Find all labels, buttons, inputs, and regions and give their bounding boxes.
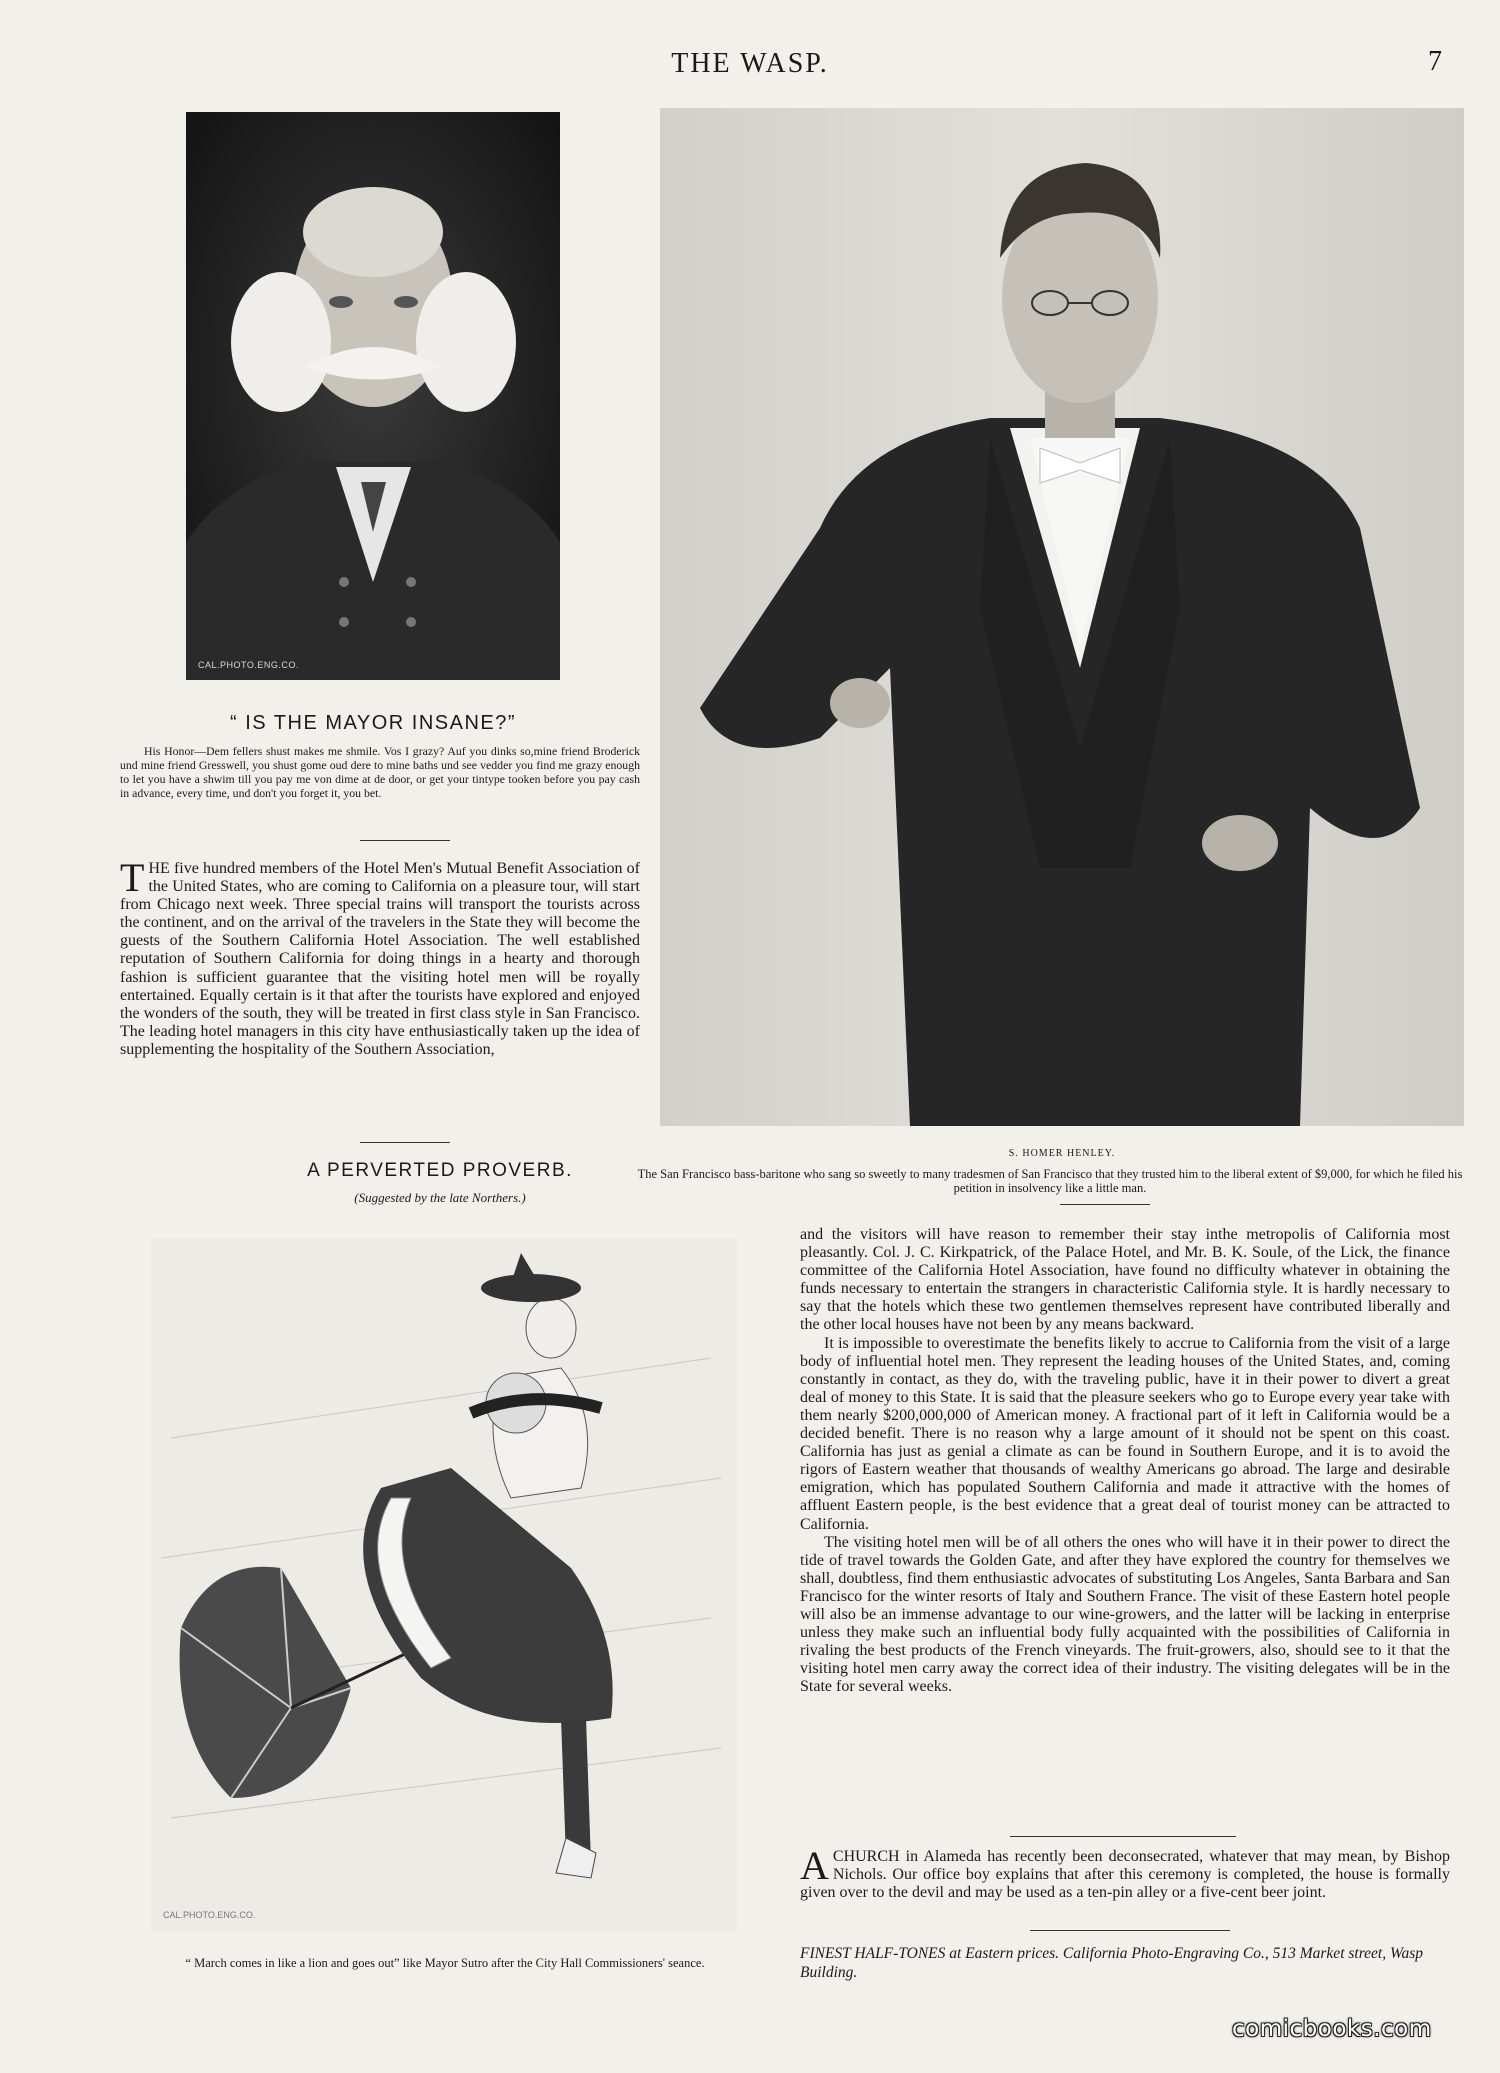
watermark: comicbooks.com (1232, 2016, 1432, 2042)
march-cartoon-illustration (151, 1238, 738, 1931)
hotel-article-text: HE five hundred members of the Hotel Men's Mutual Benefit Association of the United States, who are coming to California on a pleasure tour, will start from Chicago next week. Three special trains will transport the tourists across the continent, and on the arrival of the travelers in the State they will become the guests of the Southern California Hotel Association. The well established reputation of Southern California for doing things in a hearty and thorough fashion is sufficient guarantee that the visiting hotel men will be royally entertained. Equally certain is it that after the tourists have explored and enjoyed the wonders of the south, they will be treated in first class style in San Francisco. The leading hotel managers in this city have enthusiastically taken up the idea of supplementing the hospitality of the Southern Association, (120, 860, 640, 1058)
henley-name-caption: S. HOMER HENLEY. (1008, 1148, 1116, 1159)
church-item (800, 1843, 1450, 1902)
proverb-subtitle: (Suggested by the late Northers.) (354, 1190, 526, 1205)
henley-caption: The San Francisco bass-baritone who sang so sweetly to many tradesmen of San Francisco that they trusted him to the liberal extent of $9,000, for which he filed his petition in insolvency like a little man. (637, 1167, 1463, 1195)
masthead-title: THE WASP. (671, 48, 829, 79)
photo-credit-mayor: CAL.PHOTO.ENG.CO. (198, 660, 299, 670)
cartoon-caption: “ March comes in like a lion and goes out” like Mayor Sutro after the City Hall Commissioners' seance. (185, 1956, 705, 1970)
church-text: CHURCH in Alameda has recently been deconsecrated, whatever that may mean, by Bishop Nichols. Our office boy explains that after this ceremony is completed, the house is formally given over to the devil and may be used as a ten-pin alley or a five-cent beer joint. (800, 1848, 1450, 1902)
paragraph: It is impossible to overestimate the benefits likely to accrue to California from the visit of a large body of influential hotel men. They represent the leading houses of the United States, and, coming constantly in contact, as they do, with the traveling public, have it in their power to divert a great deal of money to this State. It is said that the pleasure seekers who go to Europe every year take with them nearly $200,000,000 of American money. A fractional part of it left in California would be a decided benefit. There is no reason why a large amount of it should not be spent on this coast. California has just as genial a climate as can be found in Southern Europe, and it is to avoid the rigors of Eastern weather that thousands of wealthy Americans go abroad. The large and desirable emigration, which has populated Southern California and made it attractive with the homes of affluent Eastern people, is the best evidence that a great deal of tourist money can be attracted to California. (800, 1334, 1450, 1533)
henley-portrait (660, 108, 1464, 1126)
mayor-quote: His Honor—Dem fellers shust makes me shmile. Vos I grazy? Auf you dinks so,mine friend Broderick und mine friend Gresswell, you shust gome oud dere to mine baths und see vedder you find me grazy enough to let you have a shwim till you pay me von dime at de door, or get your tintype tooken before you pay cash in advance, every time, und don't you forget it, you bet. (120, 744, 640, 800)
mayor-heading: “ IS THE MAYOR INSANE?” (229, 712, 517, 734)
paragraph: and the visitors will have reason to remember their stay inthe metropolis of California most pleasantly. Col. J. C. Kirkpatrick, of the Palace Hotel, and Mr. B. K. Soule, of the Lick, the finance committee of the California Hotel Association, have found no difficulty whatever in obtaining the funds necessary to entertain the strangers in characteristic California style. It is hardly necessary to say that the hotels which these two gentlemen themselves represent have contributed liberally and the other local houses have not been by any means backward. (800, 1226, 1450, 1334)
divider (360, 1142, 450, 1143)
hotel-article-dropcap: T (120, 855, 145, 900)
hotel-article (120, 855, 640, 1059)
photo-credit-cartoon: CAL.PHOTO.ENG.CO. (163, 1910, 256, 1920)
divider (1030, 1930, 1230, 1931)
divider (360, 840, 450, 841)
proverb-heading: A PERVERTED PROVERB. (307, 1160, 573, 1181)
half-tones-advertisement: FINEST HALF-TONES at Eastern prices. California Photo-Engraving Co., 513 Market street, Wasp Building. (800, 1945, 1424, 1981)
mayor-portrait (186, 112, 560, 680)
page-number: 7 (1428, 46, 1442, 77)
church-dropcap: A (800, 1843, 829, 1888)
divider (1010, 1836, 1236, 1837)
paragraph: The visiting hotel men will be of all others the ones who will have it in their power to direct the tide of travel towards the Golden Gate, and after they have explored the country for themselves we shall, doubtless, find them enthusiastic advocates of substituting Los Angeles, Santa Barbara and San Francisco for the winter resorts of Italy and Southern France. The visit of these Eastern hotel people will also be an immense advantage to our wine-growers, and the latter will be lacking in enterprise unless they make such an influential body fully acquainted with the possibilities of California in rivaling the best products of the French vineyards. The fruit-growers, also, should see to it that the visiting hotel men carry away the correct idea of their industry. The visiting delegates will be in the State for several weeks. (800, 1533, 1450, 1696)
divider (1060, 1204, 1150, 1205)
hotel-article-continuation (800, 1226, 1450, 1696)
